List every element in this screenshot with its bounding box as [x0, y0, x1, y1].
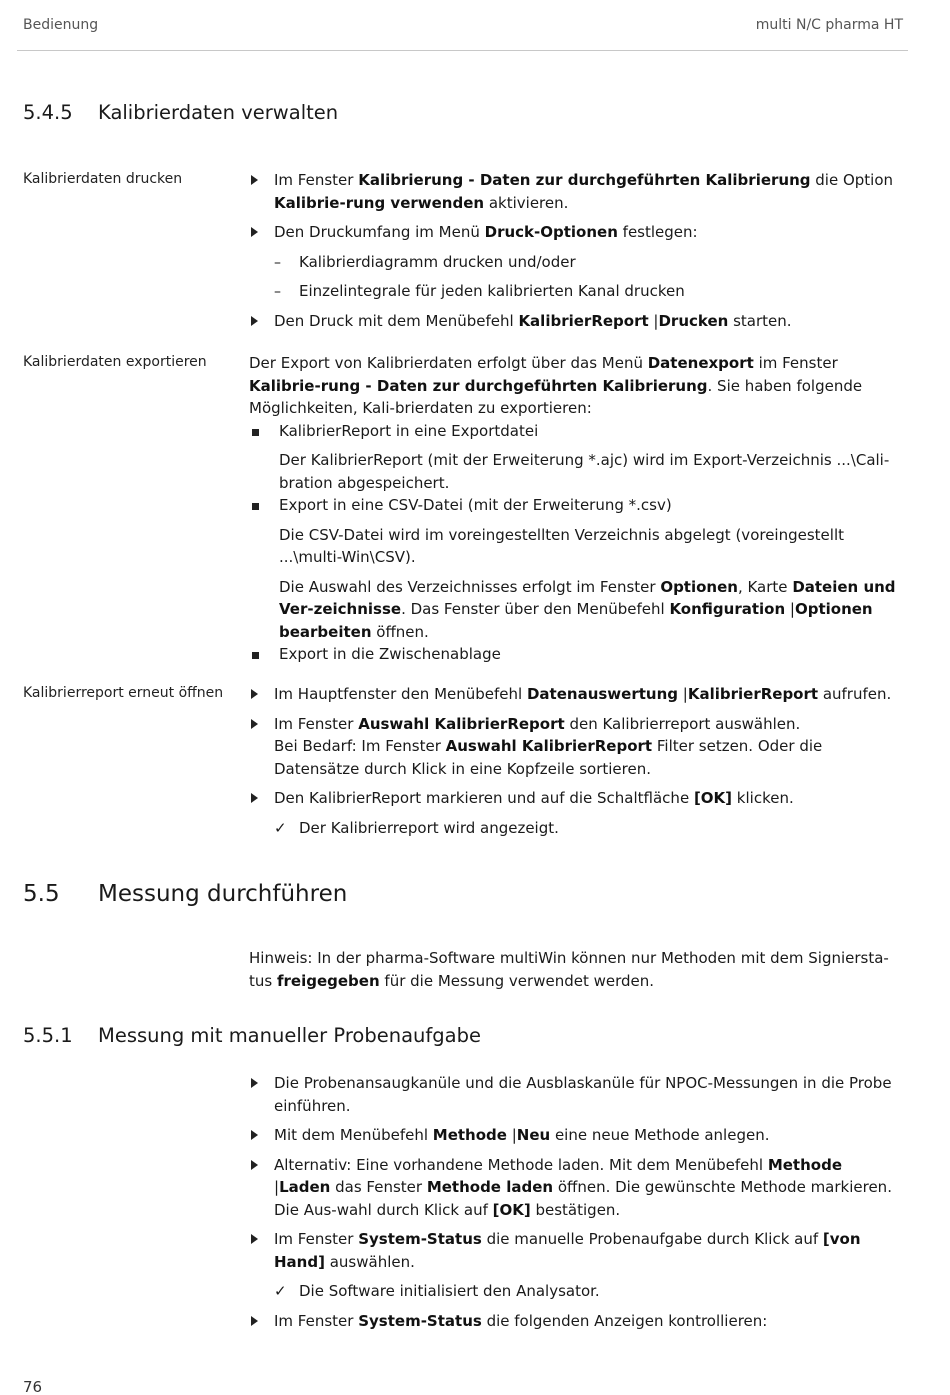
section-number: 5.4.5 — [23, 101, 73, 124]
step-arrow-icon — [249, 169, 269, 192]
section-heading-5-5-1 — [23, 1024, 481, 1047]
step-item: Mit dem Menübefehl Methode |Neu eine neue Methode anlegen. — [249, 1124, 899, 1147]
paragraph: Der KalibrierReport (mit der Erweiterung *.ajc) wird im Export-Verzeichnis ...\Cali-bration abgespeichert. — [279, 451, 890, 492]
paragraph: Der Export von Kalibrierdaten erfolgt über das Menü Datenexport im Fenster Kalibrie-rung - Daten zur durchgeführten Kalibrierung. Sie haben folgende Möglichkeiten, Kali-brierdaten zu exportieren: — [249, 354, 863, 417]
section-number: 5.5 — [23, 881, 60, 907]
dash-icon: – — [274, 254, 281, 271]
section-number: 5.5.1 — [23, 1024, 73, 1047]
square-bullet-icon — [249, 494, 269, 517]
step-item: Den Druckumfang im Menü Druck-Optionen festlegen: — [249, 221, 899, 244]
result-item: ✓ Die Software initialisiert den Analysator. — [249, 1280, 899, 1303]
step-arrow-icon — [249, 1124, 269, 1147]
note-block — [249, 947, 899, 992]
checkmark-icon: ✓ — [274, 1282, 287, 1300]
step-item: Alternativ: Eine vorhandene Methode laden. Mit dem Menübefehl Methode |Laden das Fenster Methode laden öffnen. Die gewünschte Methode markieren. Die Aus-wahl durch Klick auf [OK] bestätigen. — [249, 1154, 899, 1222]
page-number: 76 — [23, 1378, 43, 1395]
side-label-reopen: Kalibrierreport erneut öffnen — [23, 685, 224, 701]
paragraph: Die CSV-Datei wird im voreingestellten Verzeichnis abgelegt (voreingestellt ...\multi-Win\CSV). — [279, 525, 844, 566]
step-arrow-icon — [249, 1228, 269, 1251]
checkmark-icon: ✓ — [274, 818, 287, 837]
step-arrow-icon — [249, 221, 269, 244]
step-item: Im Hauptfenster den Menübefehl Datenauswertung |KalibrierReport aufrufen. — [249, 683, 899, 706]
sub-list-item: – Einzelintegrale für jeden kalibrierten Kanal drucken — [249, 280, 899, 303]
sub-list-item: – Kalibrierdiagramm drucken und/oder — [249, 251, 899, 274]
step-arrow-icon — [249, 1310, 269, 1333]
section-title: Messung durchführen — [98, 881, 348, 907]
note-paragraph: Hinweis: In der pharma-Software multiWin können nur Methoden mit dem Signiersta-tus freigegeben für die Messung verwendet werden. — [249, 949, 889, 990]
side-label-export: Kalibrierdaten exportieren — [23, 354, 207, 370]
square-bullet-icon — [249, 420, 269, 443]
reopen-block — [249, 683, 899, 839]
step-item: Den Druck mit dem Menübefehl KalibrierReport |Drucken starten. — [249, 310, 899, 333]
option-item: Export in eine CSV-Datei (mit der Erweiterung *.csv) — [249, 494, 899, 517]
running-header-right: multi N/C pharma HT — [755, 17, 903, 33]
step-item: Im Fenster Auswahl KalibrierReport den Kalibrierreport auswählen. Bei Bedarf: Im Fenster Auswahl KalibrierReport Filter setzen. Oder die Datensätze durch Klick in eine Kopfzeile sortieren. — [249, 713, 899, 781]
header-divider — [17, 50, 908, 51]
step-item: Im Fenster System-Status die manuelle Probenaufgabe durch Klick auf [von Hand] auswählen. — [249, 1228, 899, 1273]
section-title: Messung mit manueller Probenaufgabe — [98, 1024, 481, 1047]
option-item: KalibrierReport in eine Exportdatei — [249, 420, 899, 443]
step-arrow-icon — [249, 1154, 269, 1177]
step-arrow-icon — [249, 683, 269, 706]
option-item: Export in die Zwischenablage — [249, 643, 899, 666]
export-block — [249, 352, 899, 666]
step-item: Die Probenansaugkanüle und die Ausblaskanüle für NPOC-Messungen in die Probe einführen. — [249, 1072, 899, 1117]
result-item: ✓ Der Kalibrierreport wird angezeigt. — [249, 817, 899, 840]
step-item: Im Fenster Kalibrierung - Daten zur durchgeführten Kalibrierung die Option Kalibrie-rung verwenden aktivieren. — [249, 169, 899, 214]
step-arrow-icon — [249, 1072, 269, 1095]
section-heading-5-4-5 — [23, 101, 338, 124]
step-arrow-icon — [249, 713, 269, 736]
section-heading-5-5 — [23, 881, 347, 907]
paragraph: Die Auswahl des Verzeichnisses erfolgt im Fenster Optionen, Karte Dateien und Ver-zeichnisse. Das Fenster über den Menübefehl Konfiguration |Optionen bearbeiten öffnen. — [279, 577, 896, 641]
step-item: Den KalibrierReport markieren und auf die Schaltfläche [OK] klicken. — [249, 787, 899, 810]
print-block — [249, 169, 899, 332]
section-title: Kalibrierdaten verwalten — [98, 101, 339, 124]
side-label-print: Kalibrierdaten drucken — [23, 171, 183, 187]
dash-icon: – — [274, 284, 281, 300]
manual-sample-block — [249, 1072, 899, 1332]
square-bullet-icon — [249, 643, 269, 666]
step-arrow-icon — [249, 787, 269, 810]
running-header-left: Bedienung — [23, 17, 99, 33]
step-arrow-icon — [249, 310, 269, 333]
step-item: Im Fenster System-Status die folgenden Anzeigen kontrollieren: — [249, 1310, 899, 1333]
